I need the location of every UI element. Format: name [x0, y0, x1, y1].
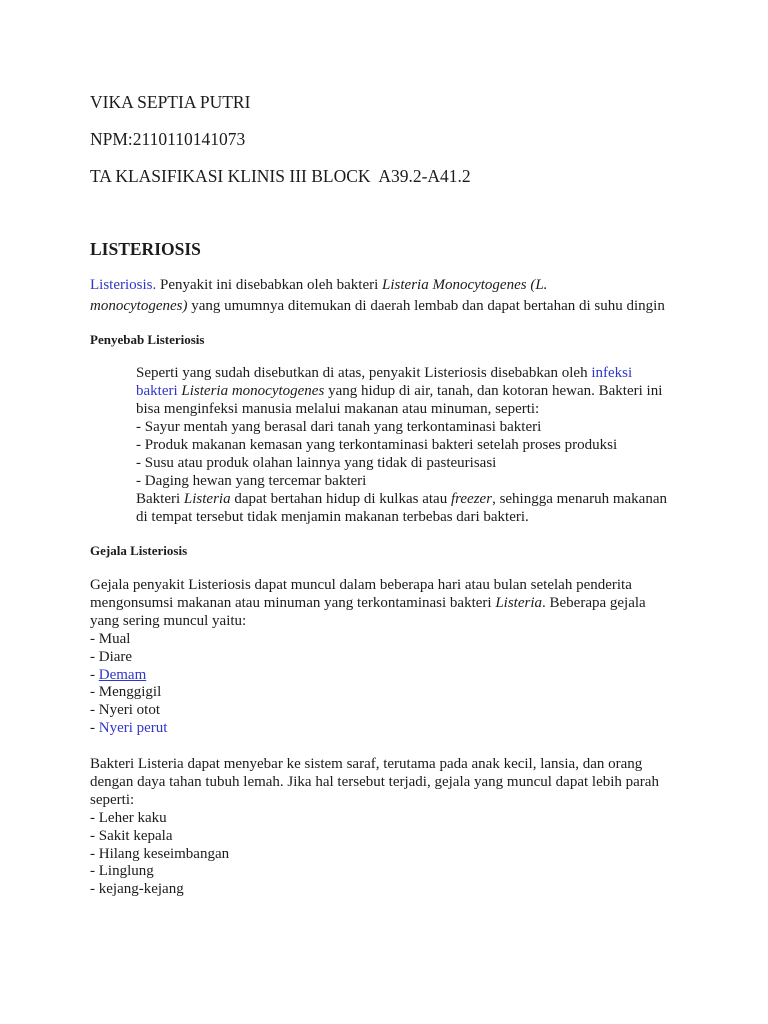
symptom-label: Menggigil [98, 684, 162, 701]
symptoms-text: . Beberapa gejala [542, 594, 646, 611]
neuro-symptom-item: - Linglung [90, 863, 154, 880]
infection-link[interactable]: infeksi [591, 365, 633, 381]
species-name: Listeria monocytogenes [177, 383, 325, 399]
symptoms-line: Gejala penyakit Listeriosis dapat muncul dalam beberapa hari atau bulan setelah penderita [90, 577, 632, 593]
neuro-symptom-item: - kejang-kejang [90, 881, 184, 898]
intro-paragraph [90, 275, 665, 317]
cause-line [136, 382, 667, 400]
cause-note-text: Bakteri [136, 491, 184, 507]
listeriosis-link[interactable]: Listeriosis. [90, 277, 157, 293]
symptom-label: Diare [98, 648, 133, 665]
symptom-item [90, 649, 646, 667]
cause-note-line: di tempat tersebut tidak menjamin makanan terbebas dari bakteri. [136, 509, 529, 525]
list-marker: - [90, 630, 99, 647]
author-name: VIKA SEPTIA PUTRI [90, 92, 251, 112]
neuro-section [90, 756, 659, 899]
symptom-item [90, 631, 646, 649]
species-name: monocytogenes) [90, 298, 188, 314]
source-list-item: - Susu atau produk olahan lainnya yang tidak di pasteurisasi [136, 455, 497, 471]
cause-line [136, 364, 667, 382]
symptom-item [90, 720, 646, 738]
bacteria-link[interactable]: bakteri [136, 383, 178, 399]
cause-line: bisa menginfeksi manusia melalui makanan atau minuman, seperti: [136, 401, 540, 417]
cause-text: Seperti yang sudah disebutkan di atas, penyakit Listeriosis disebabkan oleh [136, 365, 592, 381]
symptoms-text: mengonsumsi makanan atau minuman yang terkontaminasi bakteri [90, 594, 496, 611]
intro-line [90, 296, 665, 317]
intro-text: Penyakit ini disebabkan oleh bakteri [156, 277, 383, 293]
document-title: LISTERIOSIS [90, 239, 201, 259]
list-marker: - [90, 684, 99, 701]
list-marker: - [90, 702, 99, 719]
intro-text: yang umumnya ditemukan di daerah lembab dan dapat bertahan di suhu dingin [187, 298, 665, 314]
freezer-term: freezer [450, 491, 493, 507]
neuro-line: seperti: [90, 791, 135, 808]
neuro-symptom-item: - Leher kaku [90, 809, 167, 826]
neuro-symptom-item: - Hilang keseimbangan [90, 845, 230, 862]
symptoms-line: yang sering muncul yaitu: [90, 612, 247, 629]
intro-line [90, 275, 665, 296]
source-list-item: - Sayur mentah yang berasal dari tanah yang terkontaminasi bakteri [136, 419, 542, 435]
fever-link[interactable]: Demam [98, 666, 147, 683]
neuro-line: Bakteri Listeria dapat menyebar ke sistem saraf, terutama pada anak kecil, lansia, dan orang [90, 756, 643, 772]
list-marker: - [90, 648, 99, 665]
neuro-symptom-item: - Sakit kepala [90, 827, 173, 844]
list-marker: - [90, 666, 99, 683]
cause-heading: Penyebab Listeriosis [90, 332, 205, 347]
symptom-label: Nyeri otot [98, 702, 160, 719]
symptom-item [90, 684, 646, 702]
symptom-label: Mual [98, 630, 131, 647]
course-title: TA KLASIFIKASI KLINIS III BLOCK A39.2-A41.2 [90, 166, 471, 186]
cause-text: yang hidup di air, tanah, dan kotoran hewan. Bakteri ini [324, 383, 663, 399]
symptoms-heading: Gejala Listeriosis [90, 543, 188, 558]
symptom-item [90, 702, 646, 720]
genus-name: Listeria [183, 491, 231, 507]
source-list-item: - Produk makanan kemasan yang terkontaminasi bakteri setelah proses produksi [136, 437, 618, 453]
neuro-line: dengan daya tahan tubuh lemah. Jika hal tersebut terjadi, gejala yang muncul dapat lebih parah [90, 773, 659, 790]
cause-section [136, 364, 667, 526]
list-marker: - [90, 720, 99, 737]
cause-note-line [136, 490, 667, 508]
symptom-item [90, 667, 646, 685]
source-list-item: - Daging hewan yang tercemar bakteri [136, 473, 367, 489]
student-id: NPM:2110110141073 [90, 129, 246, 149]
symptoms-section [90, 577, 646, 738]
stomach-pain-link[interactable]: Nyeri perut [98, 720, 168, 737]
cause-note-text: , sehingga menaruh makanan [492, 491, 668, 507]
symptoms-line [90, 595, 646, 613]
genus-name: Listeria [495, 594, 543, 611]
species-name: Listeria Monocytogenes (L. [382, 277, 548, 293]
cause-note-text: dapat bertahan hidup di kulkas atau [230, 491, 451, 507]
